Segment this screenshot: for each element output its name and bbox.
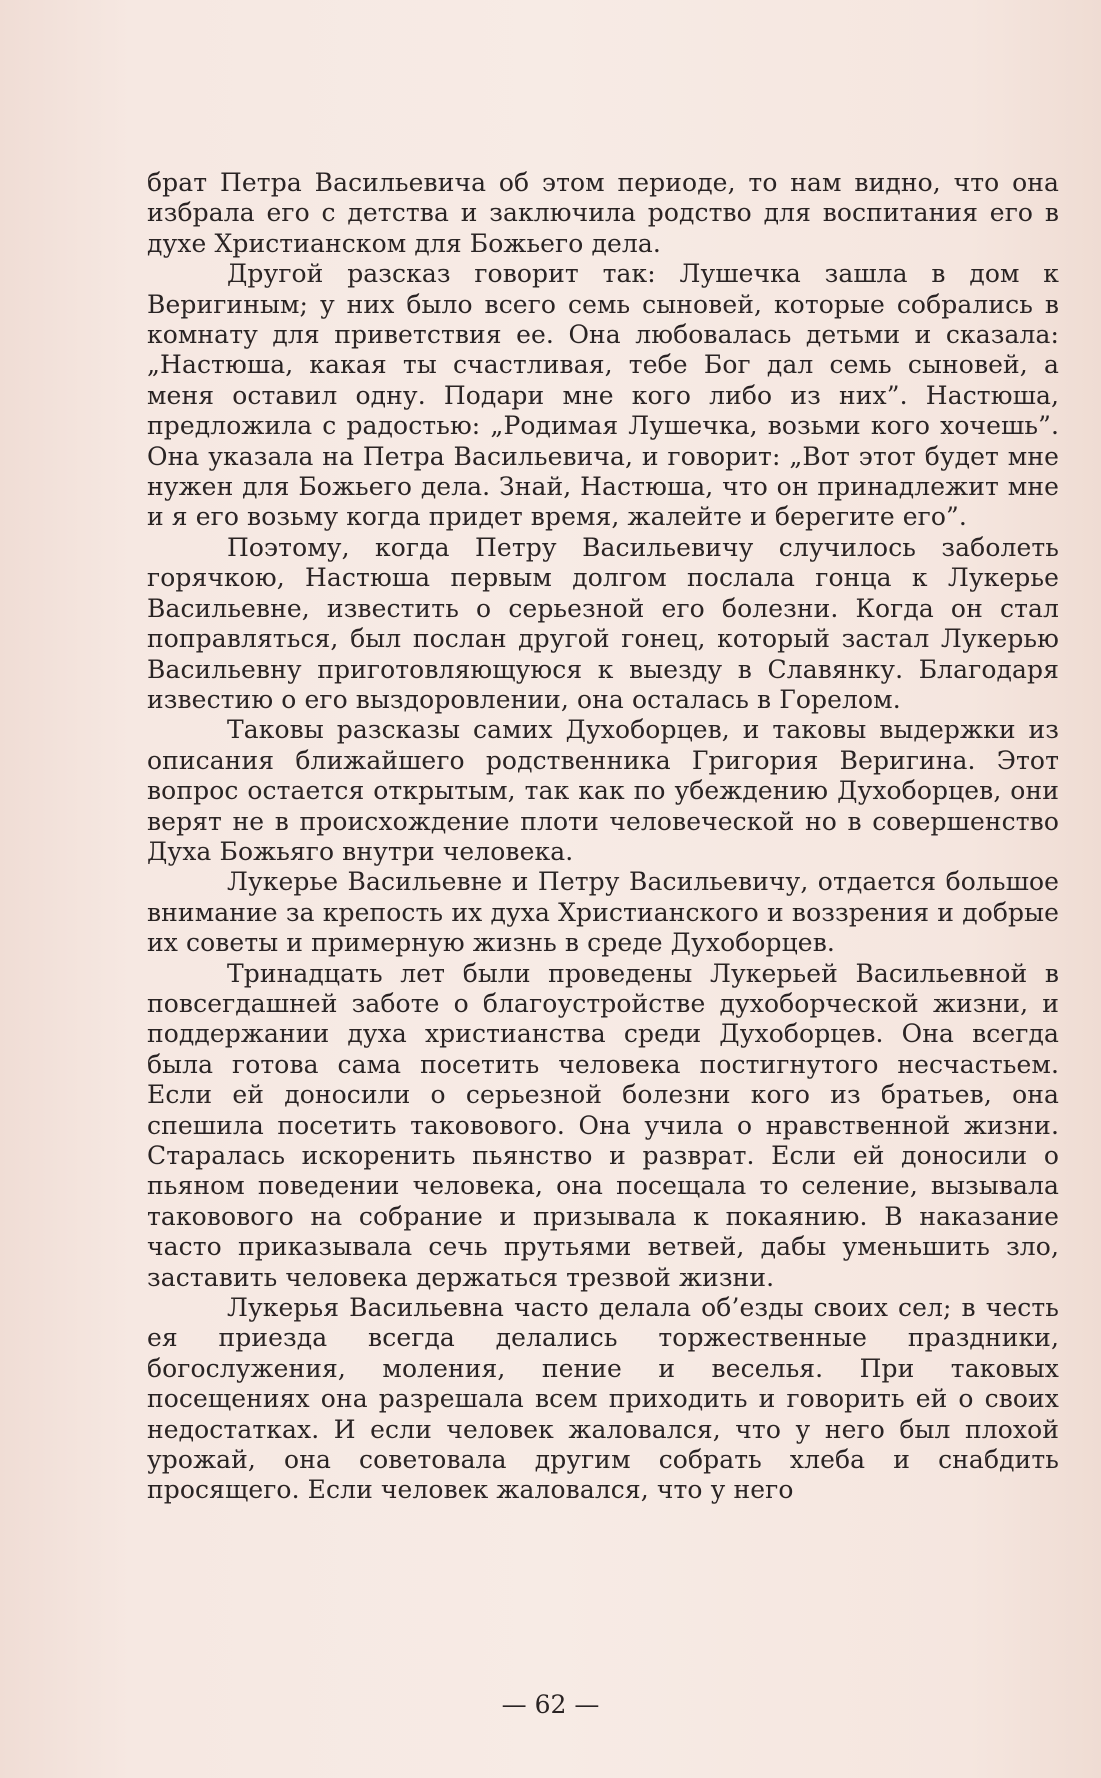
paragraph-4: Таковы разсказы самих Духоборцев, и таковы выдержки из описания ближайшего родственника Григория Веригина. Этот вопрос остается открытым, так как по убеждению Духоборцев, они верят не в происхождение плоти человеческой но в совершенство Духа Божьяго внутри человека. bbox=[147, 715, 1059, 866]
paragraph-1: брат Петра Васильевича об этом периоде, то нам видно, что она избрала его с детства и заключила родство для воспитания его в духе Христианском для Божьего дела. bbox=[147, 168, 1059, 258]
page-number: — 62 — bbox=[501, 1690, 600, 1719]
paragraph-7: Лукерья Васильевна часто делала об’езды своих сел; в честь ея приезда всегда делались торжественные праздники, богослужения, моления, пение и веселья. При таковых посещениях она разрешала всем приходить и говорить ей о своих недостатках. И если человек жаловался, что у него был плохой урожай, она советовала другим собрать хлеба и снабдить просящего. Если человек жаловался, что у него bbox=[147, 1293, 1059, 1505]
paragraph-5: Лукерье Васильевне и Петру Васильевичу, отдается большое внимание за крепость их духа Христианского и воззрения и добрые их советы и примерную жизнь в среде Духоборцев. bbox=[147, 867, 1059, 958]
paragraph-2: Другой разсказ говорит так: Лушечка зашла в дом к Веригиным; у них было всего семь сыновей, которые собрались в комнату для приветствия ее. Она любовалась детьми и сказала: „Настюша, какая ты счастливая, тебе Бог дал семь сыновей, а меня оставил одну. Подари мне кого либо из них”. Настюша, предложила с радостью: „Родимая Лушечка, возьми кого хочешь”. Она указала на Петра Васильевича, и говорит: „Вот этот будет мне нужен для Божьего дела. Знай, Настюша, что он принадлежит мне и я его возьму когда придет время, жалейте и берегите его”. bbox=[147, 259, 1059, 532]
body-text bbox=[147, 168, 1059, 1506]
paragraph-3: Поэтому, когда Петру Васильевичу случилось заболеть горячкою, Настюша первым долгом послала гонца к Лукерье Васильевне, известить о серьезной его болезни. Когда он стал поправляться, был послан другой гонец, который застал Лукерью Васильевну приготовляющуюся к выезду в Славянку. Благодаря известию о его выздоровлении, она осталась в Горелом. bbox=[147, 532, 1059, 714]
paragraph-6: Тринадцать лет были проведены Лукерьей Васильевной в повсегдашней заботе о благоустройстве духоборческой жизни, и поддержании духа христианства среди Духоборцев. Она всегда была готова сама посетить человека постигнутого несчастьем. Если ей доносили о серьезной болезни кого из братьев, она спешила посетить таковового. Она учила о нравственной жизни. Старалась искоренить пьянство и разврат. Если ей доносили о пьяном поведении человека, она посещала то селение, вызывала таковового на собрание и призывала к покаянию. В наказание часто приказывала сечь прутьями ветвей, дабы уменьшить зло, заставить человека держаться трезвой жизни. bbox=[147, 958, 1059, 1292]
